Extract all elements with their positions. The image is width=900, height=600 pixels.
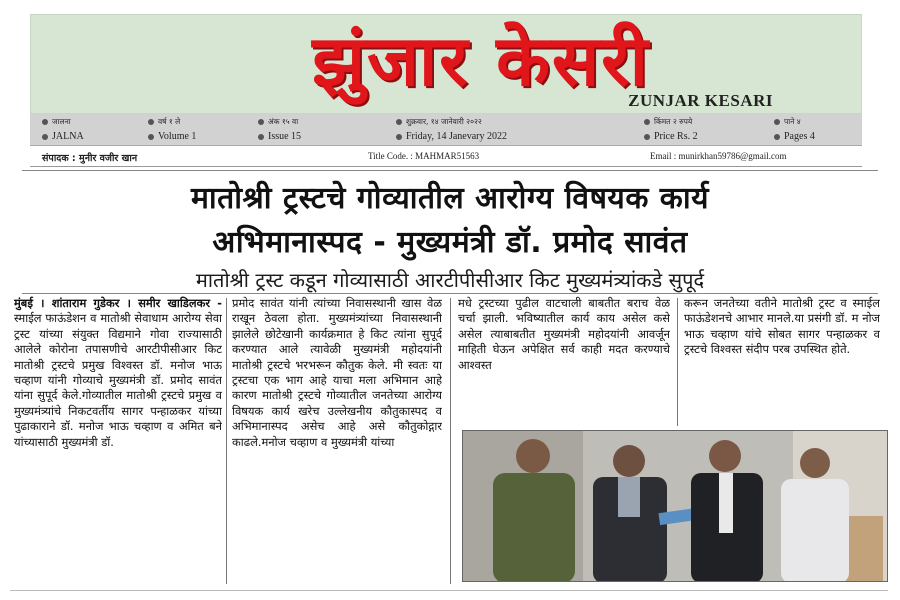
headline-line-1: मातोश्री ट्रस्टचे गोव्यातील आरोग्य विषयक कार्य	[190, 181, 710, 216]
contact-email: Email : munirkhan59786@gmail.com	[650, 151, 787, 161]
info-date-mr: शुक्रवार, १४ जानेवारी २०२२	[396, 117, 482, 127]
column-divider	[677, 298, 678, 426]
bullet-icon	[774, 119, 780, 125]
bullet-icon	[774, 134, 780, 140]
editor-name: संपादक : मुनीर वजीर खान	[42, 153, 138, 164]
bullet-icon	[42, 119, 48, 125]
info-city-mr: जालना	[42, 117, 71, 127]
info-price-mr: किंमत २ रुपये	[644, 117, 692, 127]
info-city-en: JALNA	[42, 131, 84, 142]
bullet-icon	[396, 119, 402, 125]
bullet-icon	[148, 119, 154, 125]
column-divider	[226, 298, 227, 584]
article-column-2: प्रमोद सावंत यांनी त्यांच्या निवासस्थानी खास वेळ राखून ठेवला होता. मुख्यमंत्र्यांच्या निवासस्थानी झालेले छोटेखानी कार्यक्रमात हे किट त्यांना सुपूर्द करण्यात आले त्यावेळी मुख्यमंत्री महोदयांनी मातोश्री ट्रस्टचे भरभरून कौतुक केले. मी स्वतः या ट्रस्टचा एक भाग आहे याचा मला अभिमान आहे कारण मातोश्री ट्रस्टचे गोव्यातील जनतेच्या आरोग्य विषयक कार्य खरेच उल्लेखनीय कौतुकास्पद व अभिमानास्पद असेच आहे असे कौतुकोद्गार काढले.मनोज चव्हाण व मुख्यमंत्री यांच्या	[232, 296, 442, 449]
info-volume-mr: वर्ष १ ले	[148, 117, 180, 127]
info-volume-en: Volume 1	[148, 131, 196, 142]
info-issue-mr: अंक १५ वा	[258, 117, 298, 127]
bullet-icon	[258, 119, 264, 125]
divider	[22, 293, 878, 294]
newspaper-english-name: ZUNJAR KESARI	[628, 91, 773, 110]
article-byline: मुंबई । शांताराम गुडेकर । समीर खाडिलकर -	[14, 296, 222, 310]
info-issue-en: Issue 15	[258, 131, 301, 142]
article-column-4: करून जनतेच्या वतीने मातोश्री ट्रस्ट व स्माईल फाऊंडेशनचे आभार मानले.या प्रसंगी डॉ. म नोज भाऊ चव्हाण यांचे सोबत सागर पन्हाळकर व ट्रस्टचे विश्वस्त संदीप परब उपस्थित होते.	[684, 296, 880, 357]
bullet-icon	[148, 134, 154, 140]
bullet-icon	[396, 134, 402, 140]
photo-illustration	[463, 431, 888, 582]
info-price-en: Price Rs. 2	[644, 131, 698, 142]
divider	[22, 170, 878, 171]
info-pages-en: Pages 4	[774, 131, 815, 142]
newspaper-logo: झुंजार केसरी	[312, 20, 650, 102]
editor-bar	[30, 147, 862, 167]
divider	[10, 590, 888, 591]
bullet-icon	[644, 134, 650, 140]
title-code: Title Code. : MAHMAR51563	[368, 151, 480, 161]
info-pages-mr: पाने ४	[774, 117, 801, 127]
info-date-en: Friday, 14 Janevary 2022	[396, 131, 507, 142]
bullet-icon	[42, 134, 48, 140]
subheadline: मातोश्री ट्रस्ट कडून गोव्यासाठी आरटीपीसीआर किट मुख्यमंत्र्यांकडे सुपूर्द	[195, 268, 705, 292]
masthead	[30, 14, 862, 114]
article-text: स्माईल फाऊंडेशन व मातोश्री सेवाधाम आरोग्य सेवा ट्रस्ट यांच्या संयुक्त विद्यमाने गोवा राज्यासाठी आलेले कोरोना तपासणीचे आरटीपीसीआर किट मातोश्री ट्रस्टचे प्रमुख विश्वस्त डॉ. मनोज भाऊ चव्हाण यांनी गोव्याचे मुख्यमंत्री डॉ. प्रमोद सावंत यांना सुपूर्द केले.गोव्यातील मातोश्री ट्रस्टचे प्रमुख व मुख्यमंत्र्यांचे निकटवर्तीय सागर पन्हाळकर यांच्या पुढाकाराने डॉ. मनोज भाऊ चव्हाण व अमित बने यांच्यासाठी मुख्यमंत्री डॉ.	[14, 311, 222, 449]
bullet-icon	[258, 134, 264, 140]
article-column-3: मधे ट्रस्टच्या पुढील वाटचाली बाबतीत बराच वेळ चर्चा झाली. भविष्यातील कार्य काय असेल कसे असेल त्याबाबतीत मुख्यमंत्री महोदयांनी आवर्जून माहिती घेऊन अपेक्षित सर्व काही मदत करण्याचे आश्वस्त	[458, 296, 670, 372]
article-photo	[462, 430, 888, 582]
bullet-icon	[644, 119, 650, 125]
issue-info-grid	[30, 114, 862, 146]
article-column-1	[14, 296, 222, 586]
column-divider	[450, 298, 451, 584]
headline-line-2: अभिमानास्पद - मुख्यमंत्री डॉ. प्रमोद सावंत	[212, 225, 688, 260]
